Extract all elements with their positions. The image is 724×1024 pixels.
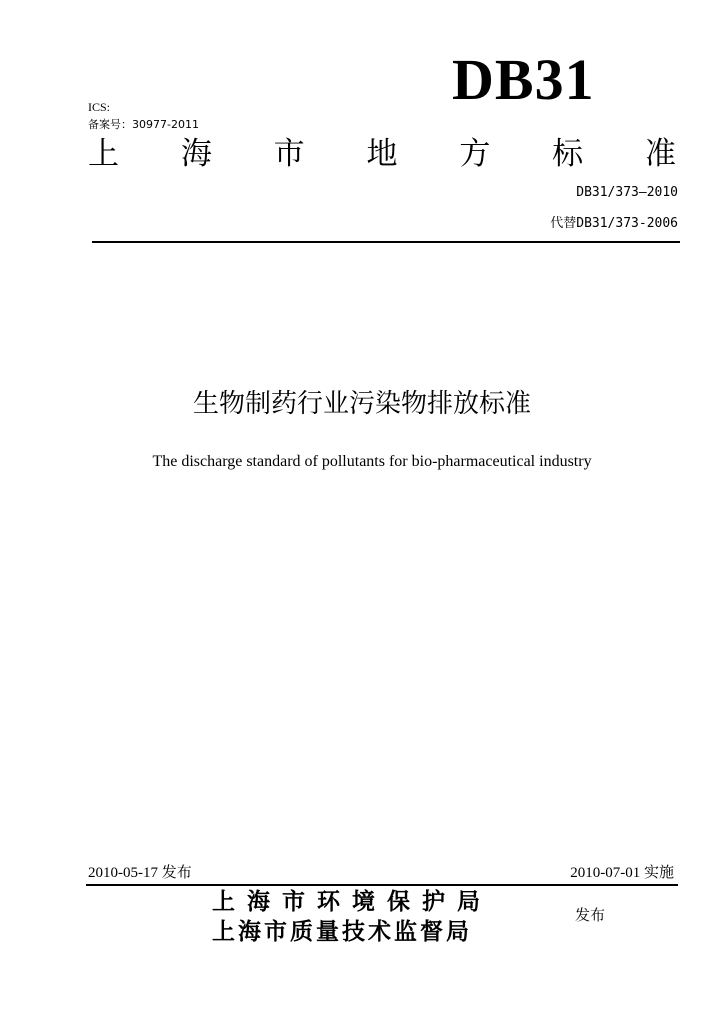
publish-date: 2010-05-17 发布 — [88, 865, 192, 881]
header-divider — [92, 241, 680, 243]
standard-code-logo: DB31 — [452, 47, 595, 112]
standard-type-char: 上 — [88, 136, 119, 172]
document-title-chinese: 生物制药行业污染物排放标准 — [192, 389, 531, 419]
standard-type-char: 准 — [644, 136, 676, 172]
implement-date: 2010-07-01 实施 — [570, 865, 674, 881]
standard-number: DB31/373—2010 — [576, 185, 678, 200]
replaces-standard: 代替DB31/373-2006 — [550, 216, 678, 231]
issuer-quality-bureau: 上海市质量技术监督局 — [212, 918, 472, 945]
ics-label: ICS: — [88, 100, 111, 114]
standard-type-heading — [88, 134, 676, 174]
standard-type-char: 标 — [552, 136, 584, 172]
issuer-environmental-bureau: 上海市环境保护局 — [212, 888, 492, 915]
standard-type-char: 市 — [273, 136, 305, 172]
record-number: 备案号：30977-2011 — [88, 118, 199, 131]
standard-type-char: 地 — [366, 136, 398, 172]
standard-type-char: 海 — [180, 136, 212, 172]
issue-label: 发布 — [575, 906, 606, 924]
standard-type-char: 方 — [459, 136, 491, 172]
document-title-english: The discharge standard of pollutants for bio-pharmaceutical industry — [152, 453, 592, 470]
